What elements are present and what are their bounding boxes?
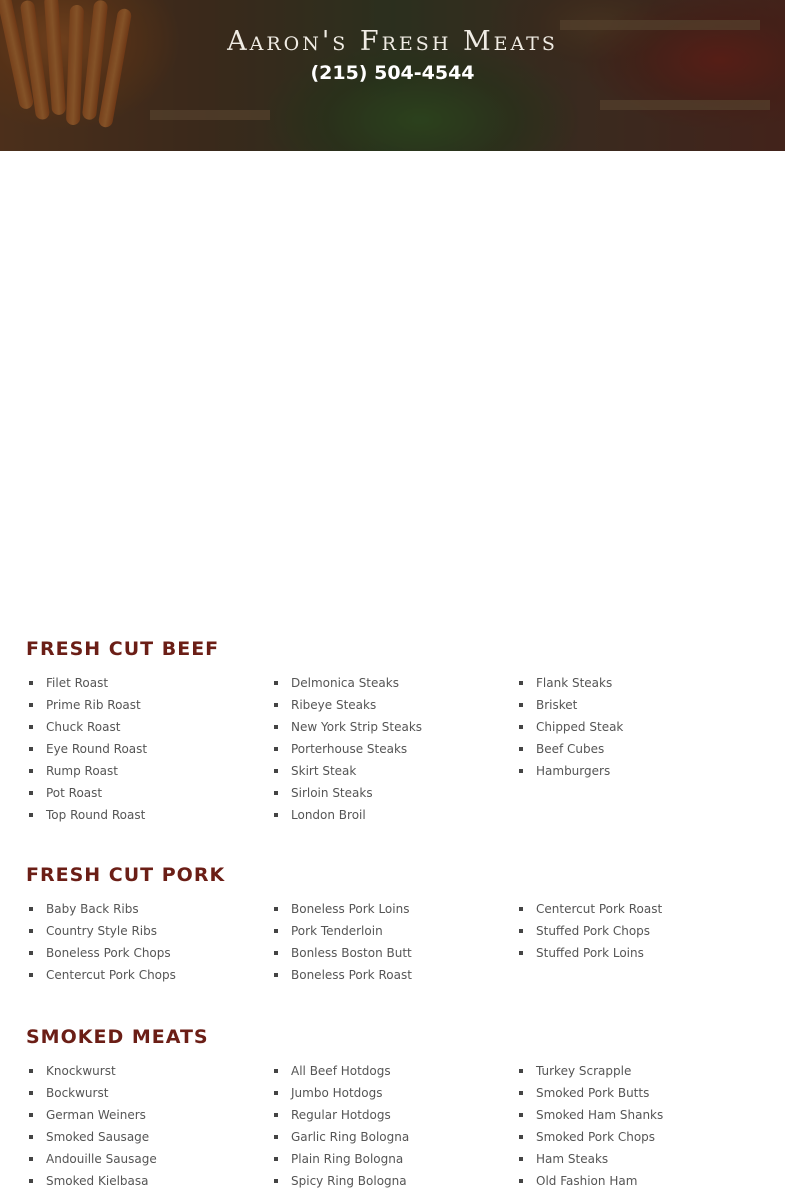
item-list: [26, 1060, 266, 1192]
list-item: Boneless Pork Loins: [271, 898, 511, 920]
list-item: Beef Cubes: [516, 738, 756, 760]
list-item: Boneless Pork Chops: [26, 942, 266, 964]
item-list: [516, 898, 756, 964]
list-item: Bockwurst: [26, 1082, 266, 1104]
hero-banner: [0, 0, 785, 151]
item-list: [271, 1060, 511, 1192]
list-item: Country Style Ribs: [26, 920, 266, 942]
list-item: Chuck Roast: [26, 716, 266, 738]
item-list: [516, 672, 756, 782]
list-item: Pork Tenderloin: [271, 920, 511, 942]
phone-number[interactable]: (215) 504-4544: [310, 62, 475, 84]
section-smoked: [26, 1026, 761, 1188]
list-item: Top Round Roast: [26, 804, 266, 826]
list-item: Flank Steaks: [516, 672, 756, 694]
section-beef: [26, 638, 761, 822]
list-item: Brisket: [516, 694, 756, 716]
list-item: Turkey Scrapple: [516, 1060, 756, 1082]
list-item: Spicy Ring Bologna: [271, 1170, 511, 1192]
item-list: [26, 672, 266, 826]
list-item: Eye Round Roast: [26, 738, 266, 760]
list-item: Pot Roast: [26, 782, 266, 804]
list-item: Smoked Ham Shanks: [516, 1104, 756, 1126]
list-item: Sirloin Steaks: [271, 782, 511, 804]
list-item: Chipped Steak: [516, 716, 756, 738]
list-item: German Weiners: [26, 1104, 266, 1126]
list-item: Hamburgers: [516, 760, 756, 782]
list-item: Knockwurst: [26, 1060, 266, 1082]
item-list: [271, 672, 511, 826]
list-item: Stuffed Pork Chops: [516, 920, 756, 942]
list-item: Centercut Pork Chops: [26, 964, 266, 986]
list-item: New York Strip Steaks: [271, 716, 511, 738]
list-item: Delmonica Steaks: [271, 672, 511, 694]
site-title[interactable]: Aaron's Fresh Meats: [227, 26, 558, 57]
list-item: Smoked Pork Chops: [516, 1126, 756, 1148]
list-item: London Broil: [271, 804, 511, 826]
list-item: Bonless Boston Butt: [271, 942, 511, 964]
list-item: Regular Hotdogs: [271, 1104, 511, 1126]
list-item: Skirt Steak: [271, 760, 511, 782]
list-item: Prime Rib Roast: [26, 694, 266, 716]
list-item: Filet Roast: [26, 672, 266, 694]
list-item: Stuffed Pork Loins: [516, 942, 756, 964]
list-item: Centercut Pork Roast: [516, 898, 756, 920]
list-item: All Beef Hotdogs: [271, 1060, 511, 1082]
list-item: Boneless Pork Roast: [271, 964, 511, 986]
section-title: FRESH CUT PORK: [26, 864, 226, 886]
list-item: Plain Ring Bologna: [271, 1148, 511, 1170]
list-item: Smoked Sausage: [26, 1126, 266, 1148]
section-pork: [26, 864, 761, 982]
list-item: Porterhouse Steaks: [271, 738, 511, 760]
list-item: Smoked Kielbasa: [26, 1170, 266, 1192]
list-item: Ribeye Steaks: [271, 694, 511, 716]
list-item: Rump Roast: [26, 760, 266, 782]
section-title: FRESH CUT BEEF: [26, 638, 220, 660]
list-item: Smoked Pork Butts: [516, 1082, 756, 1104]
section-title: SMOKED MEATS: [26, 1026, 209, 1048]
list-item: Andouille Sausage: [26, 1148, 266, 1170]
item-list: [271, 898, 511, 986]
list-item: Garlic Ring Bologna: [271, 1126, 511, 1148]
item-list: [26, 898, 266, 986]
item-list: [516, 1060, 756, 1192]
list-item: Jumbo Hotdogs: [271, 1082, 511, 1104]
list-item: Baby Back Ribs: [26, 898, 266, 920]
list-item: Ham Steaks: [516, 1148, 756, 1170]
list-item: Old Fashion Ham: [516, 1170, 756, 1192]
